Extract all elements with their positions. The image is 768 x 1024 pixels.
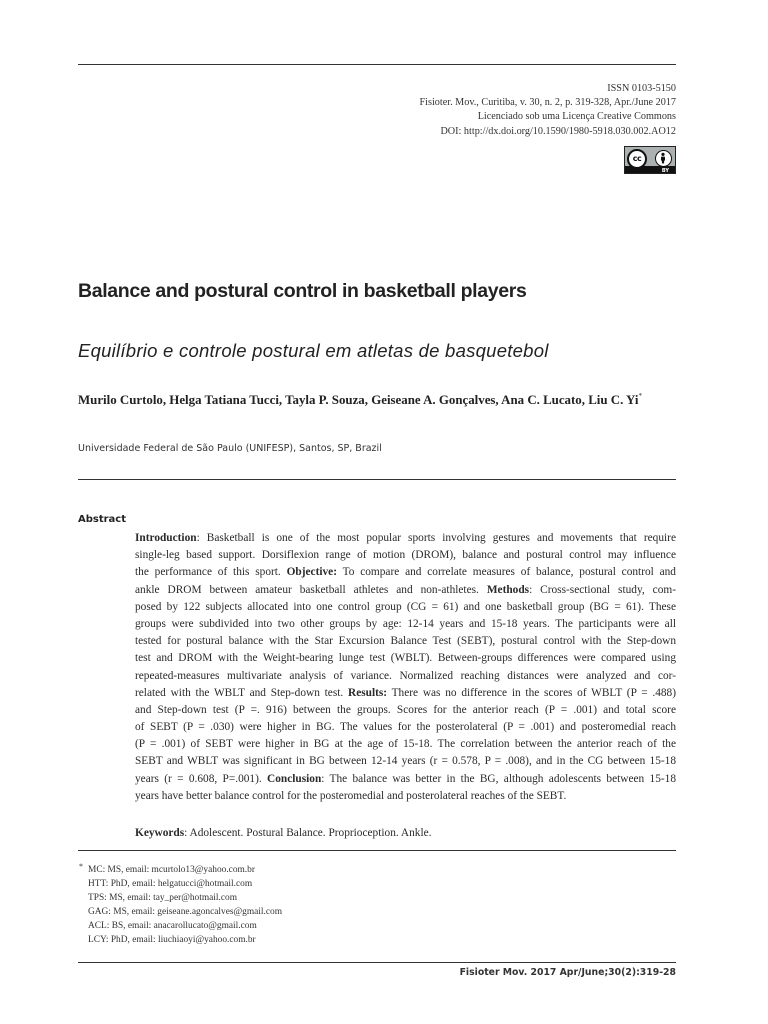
abstract-text: related with the WBLT and Step-down test. [135,686,344,699]
footnote-item: ACL: BS, email: anacarollucato@gmail.com [88,921,257,932]
journal-meta [420,82,676,139]
abstract-text: : The balance was better in the BG, although adolescents between 15-18 [321,772,676,785]
footnote-item: HTT: PhD, email: helgatucci@hotmail.com [88,879,253,890]
author-footnotes [88,863,282,948]
abstract-line: SEBT and WBLT was significant in BG between 12-14 years (r = 0.578, P = .008), and in the CG between 15-18 [135,755,676,768]
abstract-line: tested for postural balance with the Star Excursion Balance Test (SEBT), postural control with the Step-down [135,635,676,648]
author-footnote-mark: * [638,392,642,400]
abstract-line: posed by 122 subjects allocated into one control group (CG = 61) and one basketball group (BG = 61). These [135,600,676,613]
footnote-item: TPS: MS, email: tay_per@hotmail.com [88,893,237,904]
citation: Fisioter. Mov., Curitiba, v. 30, n. 2, p. 319-328, Apr./June 2017 [419,97,676,109]
abstract-line: groups were subdivided into two other groups by age: 12-14 years and 15-18 years. The participants were all [135,617,676,630]
abstract-line [135,771,676,788]
abstract-text: : Basketball is one of the most popular sports involving gestures and movements that require [196,532,676,544]
abstract-line: single-leg based support. Dorsiflexion range of motion (DROM), balance and postural control may influence [135,549,676,562]
abstract-text: years (r = 0.608, P=.001). [135,772,262,785]
footnote-mark: * [79,862,83,871]
affiliation: Universidade Federal de São Paulo (UNIFESP), Santos, SP, Brazil [78,443,382,454]
keywords-text: : Adolescent. Postural Balance. Proprioception. Ankle. [184,827,432,839]
cc-icon: cc [627,149,647,169]
article-title: Balance and postural control in basketball players [78,280,527,302]
abstract-text: To compare and correlate measures of balance, postural control and [337,566,676,579]
footnote-item: MC: MS, email: mcurtolo13@yahoo.com.br [88,865,255,875]
abstract-text: the performance of this sport. [135,566,281,579]
abstract-line [135,582,676,599]
abstract-heading: Abstract [78,514,127,525]
section-rule [78,479,676,480]
label-conclusion: Conclusion [267,772,322,785]
abstract-line: test and DROM with the Weight-bearing lunge test (WBLT). Between-groups differences were compared using [135,652,676,665]
keywords [135,827,431,839]
footnote-item: LCY: PhD, email: liuchiaoyi@yahoo.com.br [88,935,256,946]
header-rule [78,64,676,65]
footnote-item: GAG: MS, email: geiseane.agoncalves@gmail.com [88,907,283,918]
label-methods: Methods [486,583,530,596]
abstract-body [135,530,676,805]
abstract-line [135,530,676,547]
author-list [78,392,642,408]
license-text: Licenciado sob uma Licença Creative Commons [477,111,676,123]
issn: ISSN 0103-5150 [607,83,676,94]
cc-by-icon[interactable] [624,146,676,174]
cc-by-label: BY [661,168,669,174]
footnote-rule [78,850,676,851]
doi-link[interactable]: DOI: http://dx.doi.org/10.1590/1980-5918.030.002.AO12 [440,125,676,137]
abstract-line [135,685,676,702]
abstract-line [135,564,676,581]
abstract-line: of SEBT (P = .030) were higher in BG. The values for the posterolateral (P = .001) and posteromedial reach [135,721,676,734]
label-introduction: Introduction [135,532,197,544]
person-icon [655,150,672,167]
abstract-line: repeated-measures multivariate analysis of variance. Normalized reaching distances were analyzed and cor- [135,669,676,682]
authors-names: Murilo Curtolo, Helga Tatiana Tucci, Tayla P. Souza, Geiseane A. Gonçalves, Ana C. Lucato, Liu C. Yi [78,393,639,407]
label-objective: Objective: [286,566,337,579]
abstract-text: There was no difference in the scores of WBLT (P = .488) [387,686,676,699]
abstract-line: years have better balance control for the posteromedial and posterolateral reaches of the SEBT. [135,789,567,802]
abstract-text: ankle DROM between amateur basketball athletes and non-athletes. [135,583,479,596]
abstract-line: and Step-down test (P =. 916) between the groups. Scores for the anterior reach (P = .001) and total score [135,703,676,716]
label-results: Results: [348,686,388,699]
abstract-line: (P = .001) of SEBT were higher in BG at the age of 15-18. The correlation between the anterior reach of the [135,738,676,751]
keywords-label: Keywords [135,827,185,839]
running-footer: Fisioter Mov. 2017 Apr/June;30(2):319-28 [459,967,676,978]
footer-rule [78,962,676,963]
abstract-text: : Cross-sectional study, com- [529,583,676,596]
article-subtitle: Equilíbrio e controle postural em atletas de basquetebol [78,340,549,361]
